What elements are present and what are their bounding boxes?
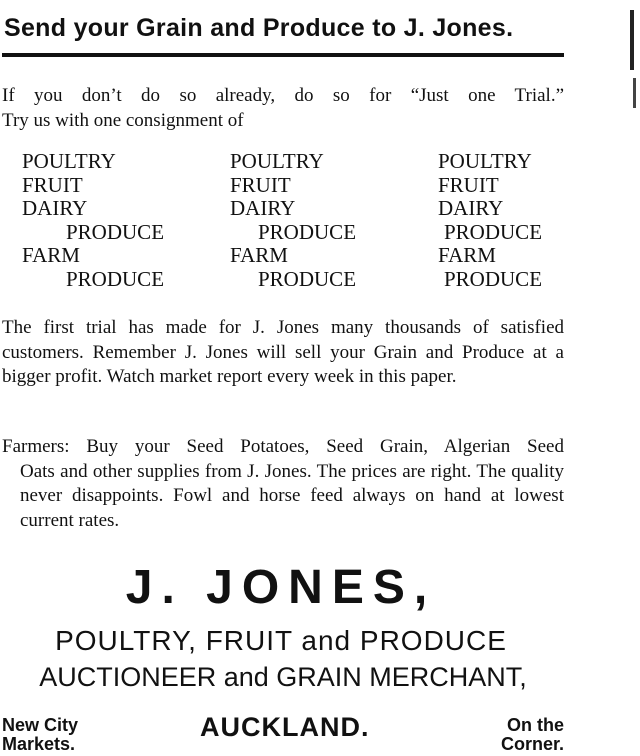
produce-item: POULTRY xyxy=(438,149,532,173)
footer-location-left xyxy=(2,716,78,754)
scan-edge-mark-lower xyxy=(633,78,636,108)
produce-item: DAIRY xyxy=(438,196,504,220)
merchant-name: J. JONES, xyxy=(125,561,437,614)
footer-left-line-1: New City xyxy=(2,715,79,735)
produce-list xyxy=(22,150,568,294)
footer-city: AUCKLAND. xyxy=(200,712,370,742)
intro-line-2: Try us with one consignment of xyxy=(2,109,244,131)
produce-column-2 xyxy=(230,150,356,291)
produce-column-3 xyxy=(438,150,542,291)
trade-line-1: POULTRY, FRUIT and PRODUCE xyxy=(55,625,507,656)
trial-paragraph: The first trial has made for J. Jones many thousands of satisfied customers. Remember J. Jones will sell your Grain and Produce at a bigger profit. Watch market report every week in this paper. xyxy=(2,317,564,387)
produce-column-1 xyxy=(22,150,164,291)
footer-left-line-2: Markets. xyxy=(2,734,76,754)
produce-item: PRODUCE xyxy=(258,219,357,244)
produce-item: FRUIT xyxy=(22,172,83,197)
produce-item: POULTRY xyxy=(230,149,324,173)
trade-line-2: AUCTIONEER and GRAIN MERCHANT, xyxy=(39,662,527,692)
footer-right-line-1: On the xyxy=(507,715,564,735)
farmers-continuation: Oats and other supplies from J. Jones. The prices are right. The quality never disappoints. Fowl and horse feed always on hand at lowest current rates. xyxy=(20,460,564,531)
produce-item: FARM xyxy=(230,243,288,267)
farmers-first-line: Farmers: Buy your Seed Potatoes, Seed Grain, Algerian Seed xyxy=(2,436,564,457)
intro-paragraph xyxy=(2,84,564,133)
produce-item: PRODUCE xyxy=(444,266,543,291)
produce-item: PRODUCE xyxy=(66,219,165,244)
produce-item: PRODUCE xyxy=(258,266,357,291)
produce-item: DAIRY xyxy=(230,196,296,220)
produce-item: DAIRY xyxy=(22,196,88,220)
intro-line-1: If you don’t do so already, do so for “Just one Trial.” xyxy=(2,85,564,106)
produce-item: PRODUCE xyxy=(444,219,543,244)
produce-item: FRUIT xyxy=(230,172,291,197)
produce-item: FARM xyxy=(22,243,80,267)
produce-item: PRODUCE xyxy=(66,266,165,291)
scan-edge-mark xyxy=(630,10,634,70)
footer-location-right xyxy=(470,716,564,754)
footer-right-line-2: Corner. xyxy=(500,734,564,754)
produce-item: FARM xyxy=(438,243,496,267)
produce-item: POULTRY xyxy=(22,149,116,173)
farmers-paragraph xyxy=(2,435,564,533)
produce-item: FRUIT xyxy=(438,172,499,197)
headline: Send your Grain and Produce to J. Jones. xyxy=(4,14,514,42)
headline-rule xyxy=(2,53,564,57)
